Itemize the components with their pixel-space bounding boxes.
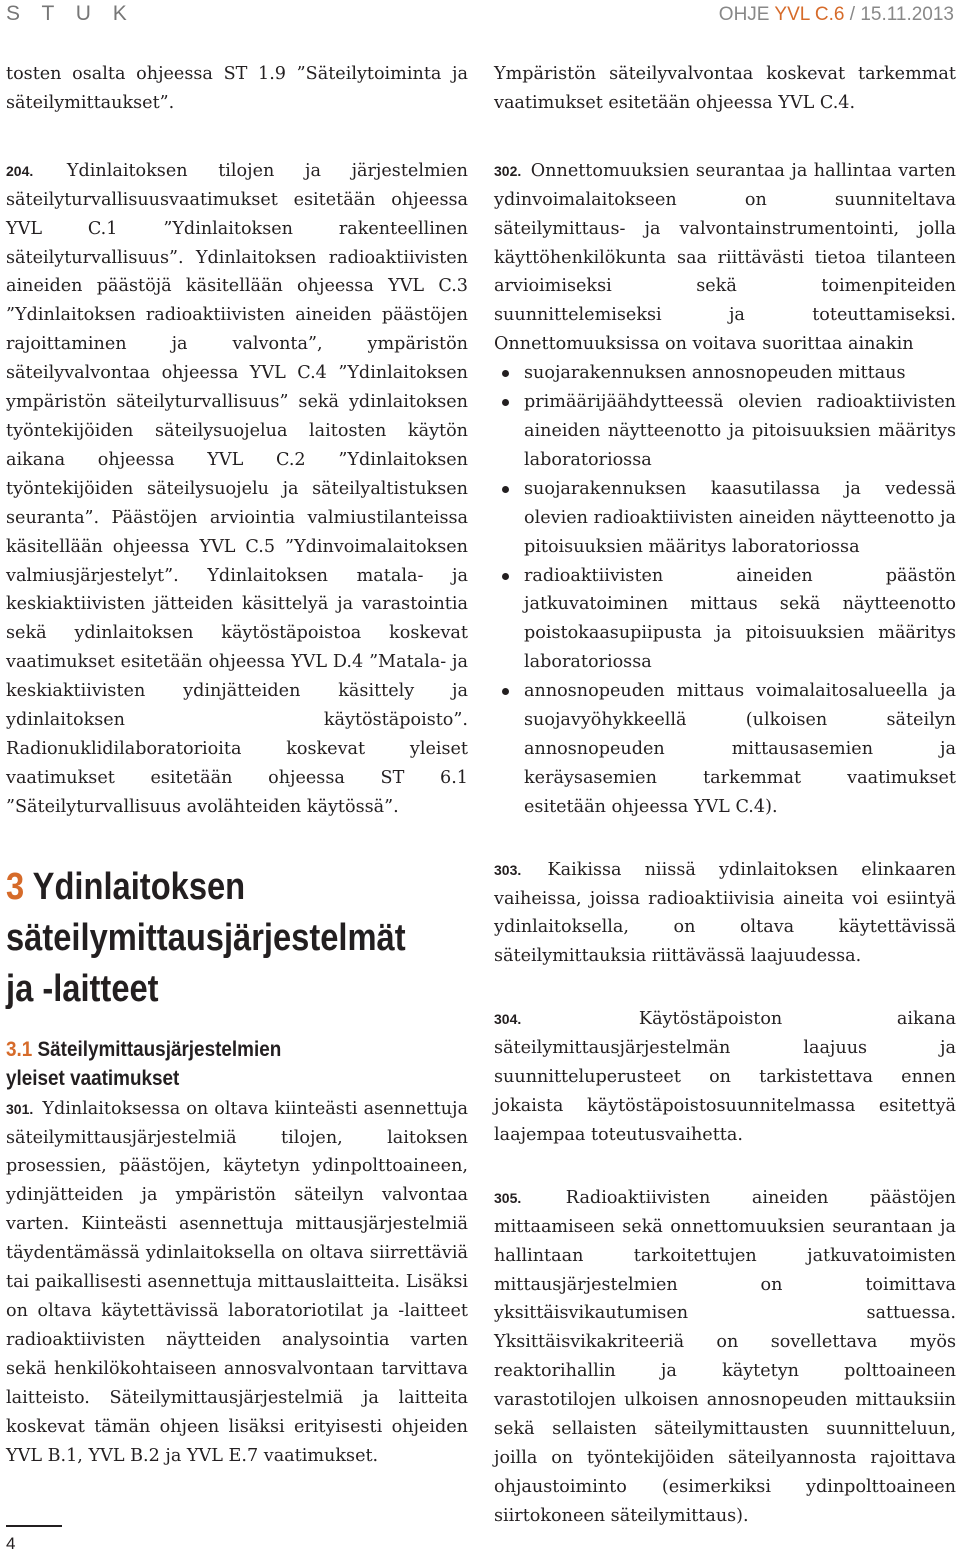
section-3-1-heading [6,1035,422,1093]
left-intro-paragraph: tosten osalta ohjeessa ST 1.9 ”Säteilytoiminta ja säteilymittaukset”. [6,64,468,113]
section-title-line2: säteilymittausjärjestelmät [6,916,406,959]
paragraph-number: 302. [494,162,522,179]
paragraph-304 [494,1005,956,1150]
list-item: suojarakennuksen annosnopeuden mittaus [494,359,956,388]
paragraph-text: Onnettomuuksien seurantaa ja hallintaa varten ydinvoimalaitokseen on suunniteltava säteilymittaus- ja valvontainstrumentointi, jolla käyttöhenkilökunta saa riittävästi tietoa tilanteen arvioimiseksi sekä toimenpiteiden suunnittelemiseksi ja toteuttamiseksi. Onnettomuuksissa on voitava suorittaa ainakin [494,160,956,355]
paragraph-302 [494,157,956,359]
doc-separator: / [844,4,861,25]
paragraph-204 [6,157,468,822]
paragraph-305 [494,1184,956,1531]
list-item: radioaktiivisten aineiden päästön jatkuvatoiminen mittaus sekä näytteenotto poistokaasupiipusta ja pitoisuuksien määritys laboratoriossa [494,562,956,678]
paragraph-number: 305. [494,1189,522,1206]
paragraph-text: Ydinlaitoksen tilojen ja järjestelmien säteilyturvallisuusvaatimukset esitetään ohjeessa YVL C.1 ”Ydinlaitoksen rakenteellinen säteilyturvallisuus”. Ydinlaitoksen radioaktiivisten aineiden päästöjä käsitellään ohjeessa YVL C.3 ”Ydinlaitoksen radioaktiivisten aineiden päästöjen rajoittaminen ja valvonta”, ympäristön säteilyvalvontaa ohjeessa YVL C.4 ”Ydinlaitoksen ympäristön säteilyturvallisuus” sekä ydinlaitoksen työntekijöiden säteilysuojelua laitosten käytön aikana ohjeessa YVL C.2 ”Ydinlaitoksen työntekijöiden säteilysuojelu ja säteilyaltistuksen seuranta”. Päästöjen arviointia valmiustilanteissa käsitellään ohjeessa YVL C.5 ”Ydinvoimalaitoksen valmiusjärjestelyt”. Ydinlaitoksen matala- ja keskiaktiivisten jätteiden käsittelyä ja varastointia sekä ydinlaitoksen käytöstäpoistoa koskevat vaatimukset esitetään ohjeessa YVL D.4 ”Matala- ja keskiaktiivisten ydinjätteiden käsittely ja ydinlaitoksen käytöstäpoisto”. Radionuklidilaboratorioita koskevat yleiset vaatimukset esitetään ohjeessa ST 6.1 ”Säteilyturvallisuus avolähteiden käytössä”. [6,160,468,817]
doc-date: 15.11.2013 [860,4,954,25]
brand-logo-text: S T U K [6,2,135,25]
measurement-list [494,359,956,822]
list-item: suojarakennuksen kaasutilassa ja vedessä olevien radioaktiivisten aineiden näytteenotto ja pitoisuuksien määritys laboratoriossa [494,475,956,562]
list-item: primäärijäähdytteessä olevien radioaktiivisten aineiden näytteenotto ja pitoisuuksien määritys laboratoriossa [494,388,956,475]
subsection-title-line1: Säteilymittausjärjestelmien [37,1037,282,1061]
right-column [494,60,956,1531]
doc-code: YVL C.6 [774,4,845,25]
paragraph-text: Käytöstäpoiston aikana säteilymittausjärjestelmän laajuus ja suunnitteluperusteet on tarkistettava ennen jokaista käytöstäpoistosuunnitelmassa esitettyä laajempaa toteutusvaihetta. [494,1009,956,1145]
section-number: 3 [6,865,25,908]
paragraph-number: 301. [6,1100,34,1117]
list-item: annosnopeuden mittaus voimalaitosalueella ja suojavyöhykkeellä (ulkoisen säteilyn annosnopeuden mittausasemien ja keräysasemien tarkemmat vaatimukset esitetään ohjeessa YVL C.4). [494,677,956,822]
document-reference [719,4,954,26]
section-3-heading [6,862,406,1015]
page-header [0,0,960,30]
left-column [6,60,468,1470]
right-intro-paragraph: Ympäristön säteilyvalvontaa koskevat tarkemmat vaatimukset esitetään ohjeessa YVL C.4. [494,64,956,113]
footer-rule [6,1525,62,1527]
subsection-number: 3.1 [6,1037,33,1061]
page-number: 4 [6,1534,16,1553]
paragraph-number: 303. [494,861,522,878]
paragraph-number: 204. [6,162,34,179]
section-title-line1: Ydinlaitoksen [32,865,246,908]
paragraph-301 [6,1095,468,1471]
paragraph-number: 304. [494,1011,522,1028]
paragraph-text: Radioaktiivisten aineiden päästöjen mittaamiseen sekä onnettomuuksien seurantaan ja hallintaan tarkoitettujen jatkuvatoimisten mittausjärjestelmien on toimittava yksittäisvikautumisen sattuessa. Yksittäisvikakriteeriä on sovellettava myös reaktorihallin ja käytetyn polttoaineen varastotilojen ulkoisen annosnopeuden mittauksiin sekä sellaisten säteilymittausten suunnitteluun, joilla on työntekijöiden säteilyannosta rajoittava ohjaustoiminto (esimerkiksi ydinpolttoaineen siirtokoneen säteilymittaus). [494,1187,957,1526]
doc-prefix: OHJE [718,4,775,25]
paragraph-text: Ydinlaitoksessa on oltava kiinteästi asennettuja säteilymittausjärjestelmiä tilojen, laitoksen prosessien, päästöjen, käytetyn ydinpolttoaineen, ydinjätteiden ja ympäristön säteilyn valvontaa varten. Kiinteästi asennettuja mittausjärjestelmiä täydentämässä ydinlaitoksella on oltava siirrettäviä tai paikallisesti asennettuja mittauslaitteita. Lisäksi on oltava käytettävissä laboratoriotilat ja -laitteet radioaktiivisten näytteiden analysointia varten sekä henkilökohtaiseen annosvalvontaan tarvittava laitteisto. Säteilymittausjärjestelmiä ja laitteita koskevat tämän ohjeen lisäksi erityisesti ohjeiden YVL B.1, YVL B.2 ja YVL E.7 vaatimukset. [6,1098,468,1466]
subsection-title-line2: yleiset vaatimukset [6,1066,180,1090]
paragraph-text: Kaikissa niissä ydinlaitoksen elinkaaren vaiheissa, joissa radioaktiivisia aineita voi esiintyä ydinlaitoksella, on oltava käytettävissä säteilymittauksia riittävässä laajuudessa. [494,859,956,967]
section-title-line3: ja -laitteet [6,967,159,1010]
paragraph-303 [494,856,956,972]
